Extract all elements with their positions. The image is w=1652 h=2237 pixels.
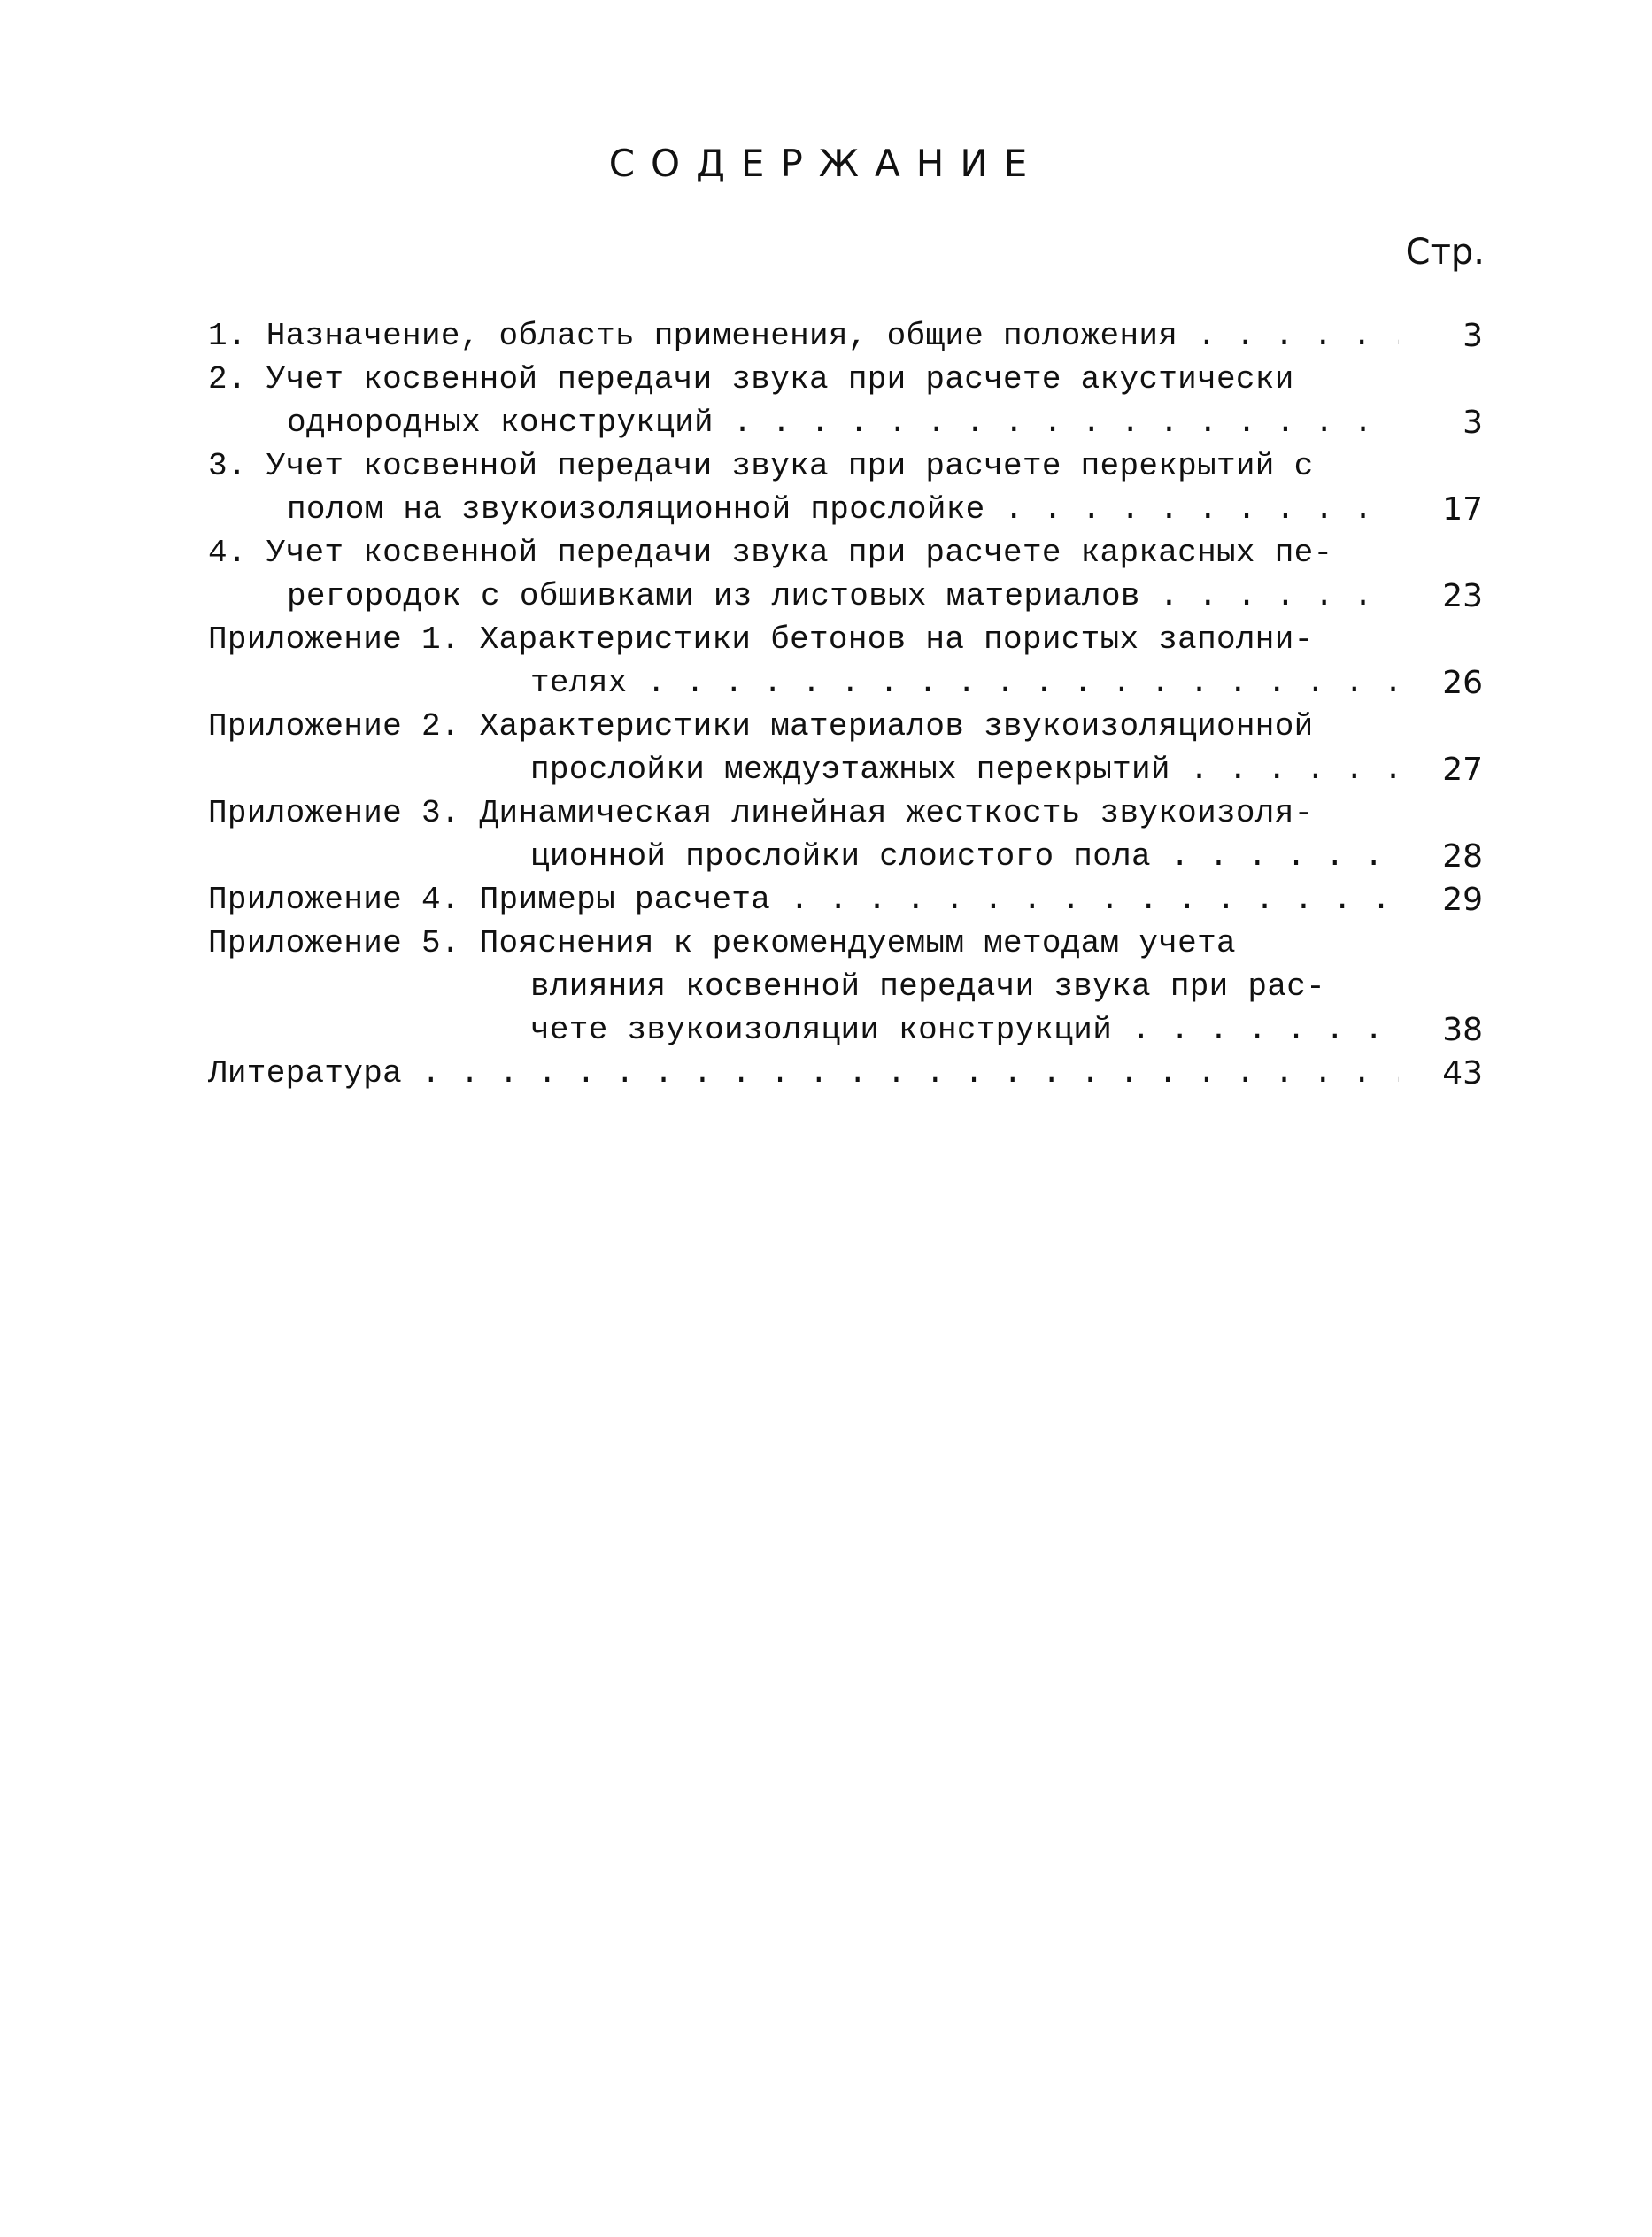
toc-entry-text: 2. Учет косвенной передачи звука при расчете акустически <box>208 361 1294 397</box>
toc-entry-appendix-3 <box>208 791 1483 878</box>
table-of-contents <box>208 314 1483 1095</box>
toc-entry-text: прослойки междуэтажных перекрытий . . . <box>530 748 1399 791</box>
toc-entry-literature <box>208 1052 1483 1095</box>
toc-page-number: 27 <box>1442 752 1483 788</box>
toc-entry-appendix-2 <box>208 705 1483 791</box>
toc-entry-appendix-4 <box>208 878 1483 922</box>
toc-entry-text: полом на звукоизоляционной прослойке . . . <box>287 488 1399 531</box>
toc-entry-text: Приложение 5. Пояснения к рекомендуемым методам учета <box>208 925 1236 961</box>
toc-entry-1 <box>208 314 1483 358</box>
toc-entry-text: регородок с обшивками из листовых материалов . . . <box>287 575 1399 618</box>
toc-entry-text: 3. Учет косвенной передачи звука при расчете перекрытий с <box>208 448 1314 484</box>
toc-page-number: 23 <box>1442 578 1483 614</box>
toc-entry-text: 4. Учет косвенной передачи звука при расчете каркасных пе- <box>208 535 1333 571</box>
toc-page-number: 43 <box>1442 1055 1483 1092</box>
toc-entry-appendix-1 <box>208 618 1483 705</box>
toc-entry-text: Приложение 1. Характеристики бетонов на пористых заполни- <box>208 621 1314 658</box>
toc-entry-text: 1. Назначение, область применения, общие положения . . . <box>208 314 1399 358</box>
toc-entry-text: ционной прослойки слоистого пола . . . <box>530 835 1399 878</box>
toc-entry-text: Приложение 4. Примеры расчета . . . <box>208 878 1399 922</box>
toc-entry-text: однородных конструкций . . . <box>287 401 1399 444</box>
toc-entry-text: влияния косвенной передачи звука при рас- <box>530 968 1326 1005</box>
toc-entry-text: телях . . . <box>530 661 1399 705</box>
toc-entry-appendix-5 <box>208 922 1483 1052</box>
toc-page-number: 3 <box>1463 405 1483 441</box>
toc-page-number: 29 <box>1442 882 1483 918</box>
toc-entry-text: Литература . . . <box>208 1052 1399 1095</box>
toc-page-number: 26 <box>1442 665 1483 701</box>
page-column-label: Стр. <box>1405 232 1485 273</box>
toc-entry-2 <box>208 358 1483 444</box>
toc-page-number: 28 <box>1442 838 1483 875</box>
toc-entry-3 <box>208 444 1483 531</box>
toc-page-number: 17 <box>1442 491 1483 528</box>
toc-entry-text: Приложение 3. Динамическая линейная жесткость звукоизоля- <box>208 795 1314 831</box>
toc-entry-text: Приложение 2. Характеристики материалов звукоизоляционной <box>208 708 1314 744</box>
toc-entry-text: чете звукоизоляции конструкций . . . <box>530 1008 1399 1052</box>
toc-entry-4 <box>208 531 1483 618</box>
toc-page-number: 38 <box>1442 1012 1483 1048</box>
page-title: СОДЕРЖАНИЕ <box>608 142 1044 185</box>
toc-page-number: 3 <box>1463 318 1483 354</box>
